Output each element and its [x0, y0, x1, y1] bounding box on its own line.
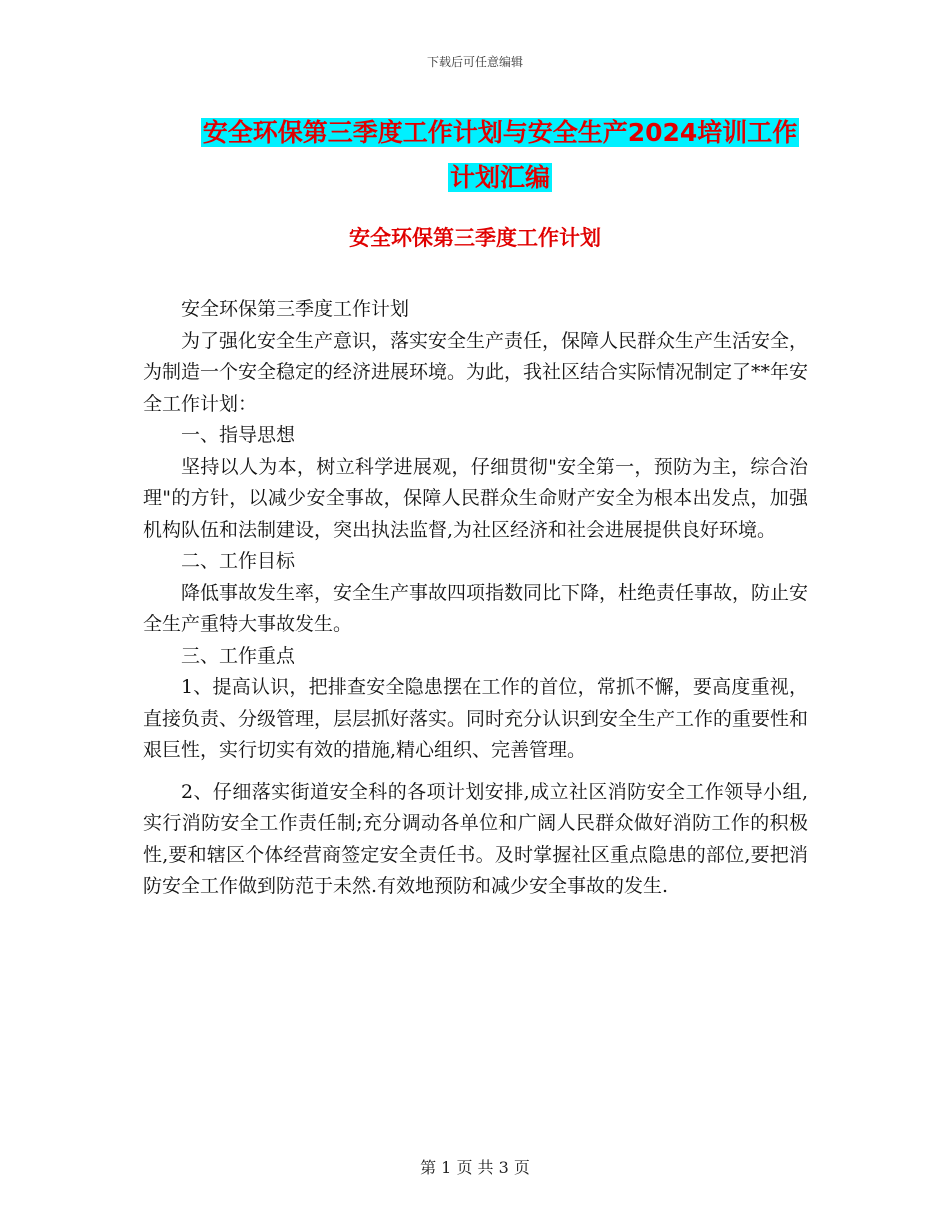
header-note: 下载后可任意编辑 [426, 55, 523, 69]
paragraph: 降低事故发生率，安全生产事故四项指数同比下降，杜绝责任事故，防止安全生产重特大事故发生。 [143, 581, 809, 635]
heading-guiding-ideology: 一、指导思想 [181, 424, 296, 446]
document-body [143, 294, 808, 903]
heading-work-goals: 二、工作目标 [181, 550, 296, 572]
title-line-1: 安全环保第三季度工作计划与安全生产2024培训工作 [202, 118, 798, 147]
section-title: 安全环保第三季度工作计划 [349, 226, 601, 250]
document-title [140, 110, 860, 200]
paragraph: 1、提高认识，把排查安全隐患摆在工作的首位，常抓不懈，要高度重视，直接负责、分级管理，层层抓好落实。同时充分认识到安全生产工作的重要性和艰巨性，实行切实有效的措施,精心组织、完善管理。 [143, 676, 809, 761]
heading-work-focus: 三、工作重点 [181, 644, 296, 667]
title-line-2: 计划汇编 [449, 163, 550, 192]
paragraph: 2、仔细落实街道安全科的各项计划安排,成立社区消防安全工作领导小组,实行消防安全工作责任制;充分调动各单位和广阔人民群众做好消防工作的积极性,要和辖区个体经营商签定安全责任书。及时掌握社区重点隐患的部位,要把消防安全工作做到防范于未然.有效地预防和减少安全事故的发生. [143, 780, 808, 897]
paragraph: 为了强化安全生产意识，落实安全生产责任，保障人民群众生产生活安全，为制造一个安全稳定的经济进展环境。为此，我社区结合实际情况制定了**年安全工作计划： [143, 329, 809, 415]
paragraph: 安全环保第三季度工作计划 [181, 298, 410, 320]
page-footer: 第 1 页 共 3 页 [420, 1158, 530, 1177]
paragraph: 坚持以人为本，树立科学进展观，仔细贯彻"安全第一，预防为主，综合治理"的方针，以减少安全事故，保障人民群众生命财产安全为根本出发点，加强机构队伍和法制建设，突出执法监督,为社区经济和社会进展提供良好环境。 [143, 455, 808, 541]
